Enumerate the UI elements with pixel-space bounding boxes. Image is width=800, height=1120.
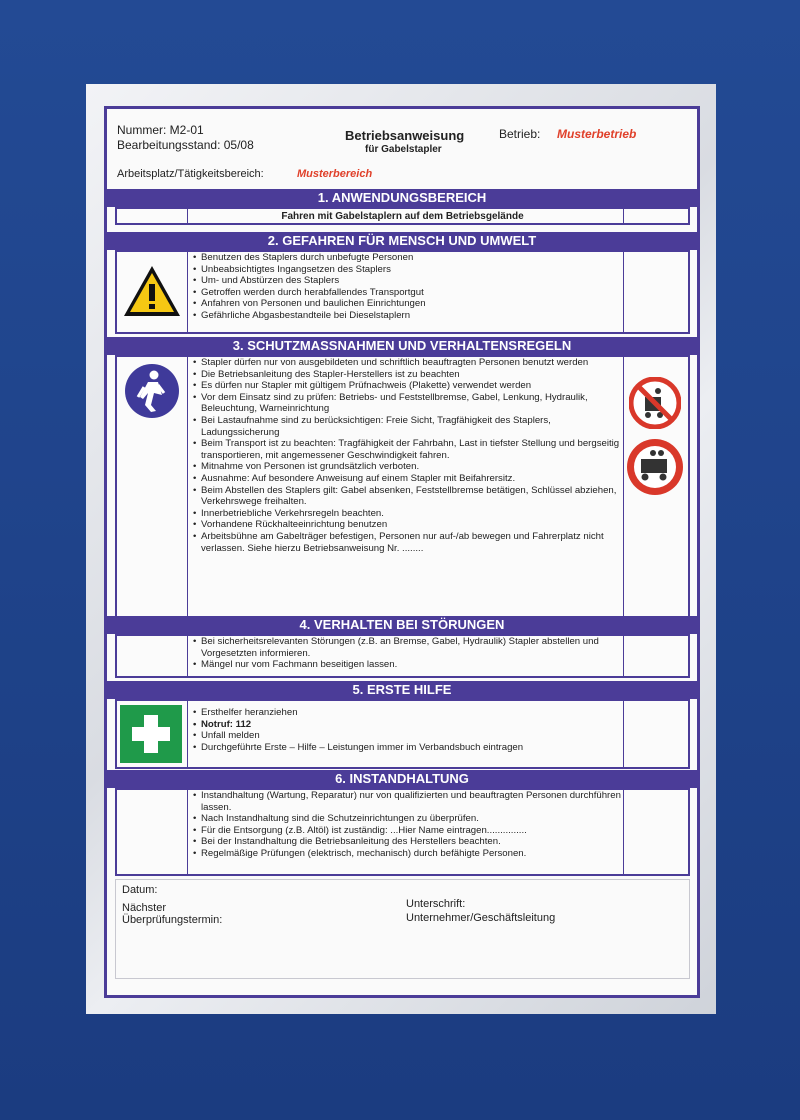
list-item: • Benutzen des Staplers durch unbefugte Personen: [193, 252, 622, 264]
section-body-5: [115, 699, 690, 769]
application-scope-text: Fahren mit Gabelstaplern auf dem Betriebsgelände: [281, 211, 524, 222]
signature-label: Unterschrift:: [406, 898, 466, 910]
malfunction-list: [193, 636, 622, 671]
list-item: • Mängel nur vom Fachmann beseitigen lassen.: [193, 659, 622, 671]
list-item: • Unbeabsichtigtes Ingangsetzen des Staplers: [193, 264, 622, 276]
list-item: • Vorhandene Rückhalteeinrichtung benutzen: [193, 519, 622, 531]
list-item: • Bei der Instandhaltung die Betriebsanleitung des Herstellers beachten.: [193, 836, 622, 848]
list-item: • Es dürfen nur Stapler mit gültigem Prüfnachweis (Plakette) verwendet werden: [193, 380, 622, 392]
no-person-lifting-icon: [625, 437, 685, 497]
no-passengers-icon: [629, 377, 681, 429]
list-item: • Für die Entsorgung (z.B. Altöl) ist zuständig: ...Hier Name eintragen...............: [193, 825, 622, 837]
section-title-1: 1. ANWENDUNGSBEREICH: [107, 189, 697, 207]
section-title-3: 3. SCHUTZMASSNAHMEN UND VERHALTENSREGELN: [107, 337, 697, 355]
first-aid-list: [193, 707, 622, 753]
section-title-6: 6. INSTANDHALTUNG: [107, 770, 697, 788]
section-body-3: [115, 355, 690, 623]
list-item: • Unfall melden: [193, 730, 622, 742]
workplace-label: Arbeitsplatz/Tätigkeitsbereich:: [117, 168, 264, 180]
document-status: Bearbeitungsstand: 05/08: [117, 138, 254, 152]
first-aid-icon: [120, 705, 182, 763]
warning-triangle-icon: [120, 260, 184, 324]
company-label: Betrieb:: [499, 127, 541, 141]
section-title-4: 4. VERHALTEN BEI STÖRUNGEN: [107, 616, 697, 634]
protective-measures-list: [193, 357, 622, 554]
list-item: • Beim Abstellen des Staplers gilt: Gabel absenken, Feststellbremse betätigen, Schlüssel abziehen, Verkehrswege freihalten.: [193, 485, 622, 508]
document-subtitle: für Gabelstapler: [365, 144, 442, 155]
document-title: Betriebsanweisung: [345, 128, 465, 143]
list-item: • Durchgeführte Erste – Hilfe – Leistungen immer im Verbandsbuch eintragen: [193, 742, 622, 754]
list-item: • Beim Transport ist zu beachten: Tragfähigkeit der Fahrbahn, Last in tiefster Stellung und bergseitig transportieren, mit angemessener Geschwindigkeit fahren.: [193, 438, 622, 461]
list-item: • Innerbetriebliche Verkehrsregeln beachten.: [193, 508, 622, 520]
list-item: • Instandhaltung (Wartung, Reparatur) nur von qualifizierten und beauftragten Personen durchführen lassen.: [193, 790, 622, 813]
operating-instructions-sheet: [104, 106, 700, 998]
signature-role: Unternehmer/Geschäftsleitung: [406, 912, 556, 924]
list-item: • Bei sicherheitsrelevanten Störungen (z.B. an Bremse, Gabel, Hydraulik) Stapler abstellen und Vorgesetzten informieren.: [193, 636, 622, 659]
list-item: • Die Betriebsanleitung des Stapler-Herstellers ist zu beachten: [193, 369, 622, 381]
hazard-list: [193, 252, 622, 322]
list-item: • Gefährliche Abgasbestandteile bei Dieselstaplern: [193, 310, 622, 322]
list-item: • Ersthelfer heranziehen: [193, 707, 622, 719]
list-item: • Bei Lastaufnahme sind zu berücksichtigen: Freie Sicht, Tragfähigkeit des Staplers, Ladungssicherung: [193, 415, 622, 438]
list-item: • Ausnahme: Auf besondere Anweisung auf einem Stapler mit Beifahrersitz.: [193, 473, 622, 485]
list-item: • Arbeitsbühne am Gabelträger befestigen, Personen nur auf-/ab bewegen und Fahrerplatz nicht verlassen. Siehe hierzu Betriebsanweisung Nr. ........: [193, 531, 622, 554]
list-item: • Mitnahme von Personen ist grundsätzlich verboten.: [193, 461, 622, 473]
document-number: Nummer: M2-01: [117, 123, 204, 137]
section-body-4: [115, 634, 690, 678]
section-title-2: 2. GEFAHREN FÜR MENSCH UND UMWELT: [107, 232, 697, 250]
list-item: • Vor dem Einsatz sind zu prüfen: Betriebs- und Feststellbremse, Gabel, Lenkung, Hydraulik, Beleuchtung, Warneinrichtung: [193, 392, 622, 415]
section-title-5: 5. ERSTE HILFE: [107, 681, 697, 699]
section-body-2: [115, 250, 690, 334]
company-value: Musterbetrieb: [557, 127, 637, 141]
list-item: • Anfahren von Personen und baulichen Einrichtungen: [193, 298, 622, 310]
date-label: Datum:: [122, 884, 158, 896]
list-item: • Getroffen werden durch herabfallendes Transportgut: [193, 287, 622, 299]
section-body-6: [115, 788, 690, 876]
list-item: • Regelmäßige Prüfungen (elektrisch, mechanisch) durch befähigte Personen.: [193, 848, 622, 860]
workplace-value: Musterbereich: [297, 168, 373, 180]
maintenance-list: [193, 790, 622, 860]
list-item: • Stapler dürfen nur von ausgebildeten und schriftlich beauftragten Personen benutzt werden: [193, 357, 622, 369]
section-body-1: [115, 207, 690, 225]
next-review-label: Nächster: [122, 902, 167, 914]
forklift-driver-icon: [124, 363, 180, 419]
list-item: • Nach Instandhaltung sind die Schutzeinrichtungen zu überprüfen.: [193, 813, 622, 825]
signature-area: [115, 879, 690, 979]
list-item: • Um- und Abstürzen des Staplers: [193, 275, 622, 287]
list-item: • Notruf: 112: [193, 719, 622, 731]
next-review-label-2: Überprüfungstermin:: [122, 914, 223, 926]
